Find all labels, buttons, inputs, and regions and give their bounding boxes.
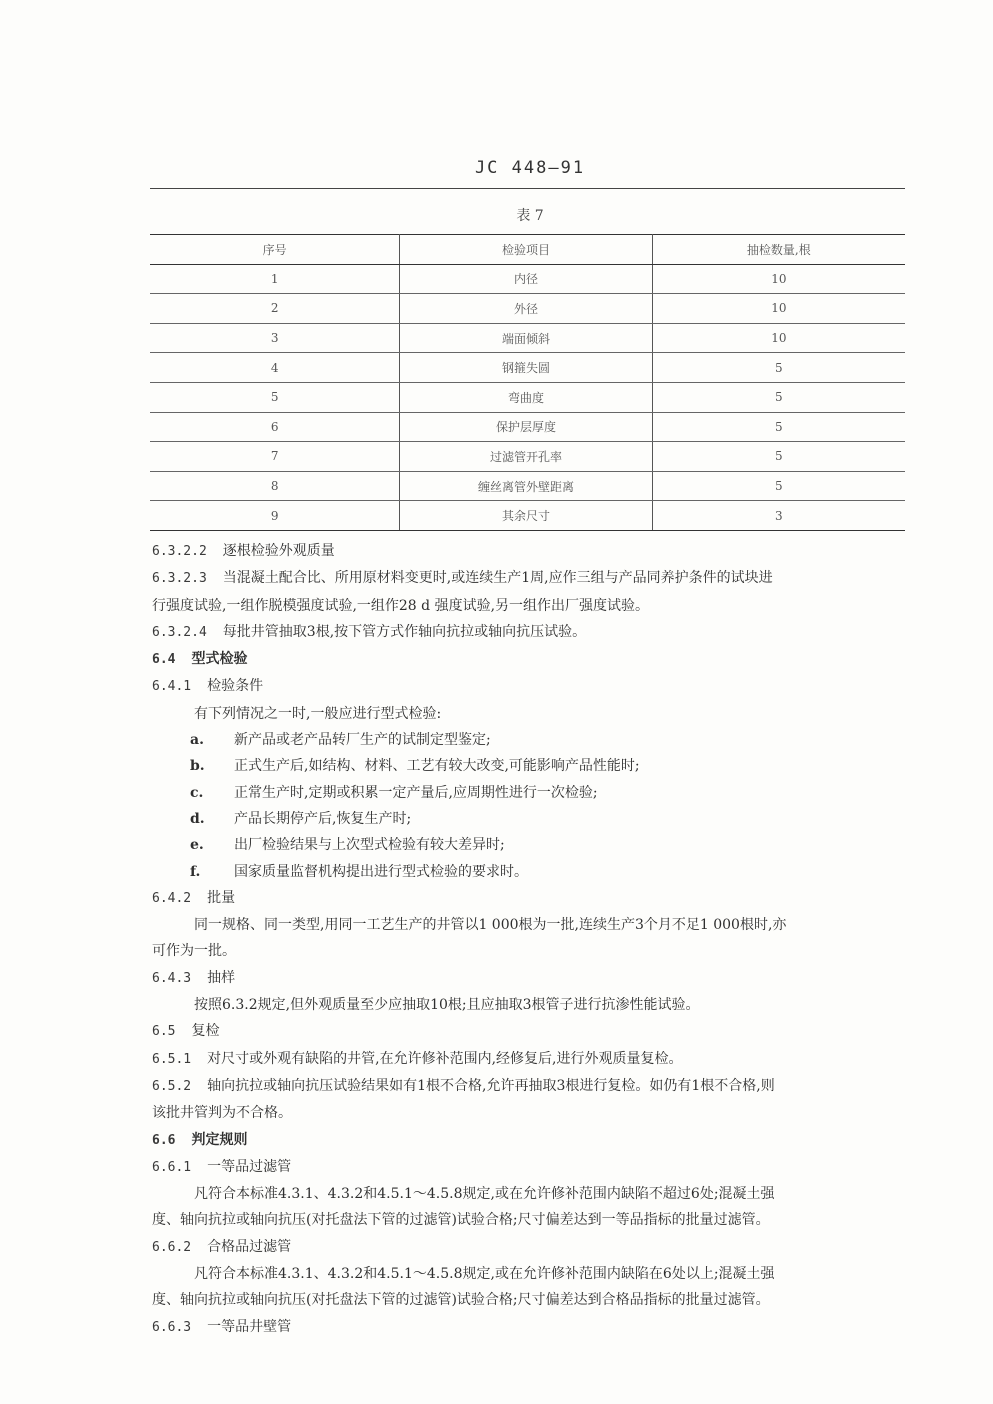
table-header-row (150, 235, 905, 265)
cell-no: 4 (150, 353, 400, 383)
cell-item: 端面倾斜 (400, 323, 652, 353)
cell-no: 9 (150, 501, 400, 531)
list-item: e. 出厂检验结果与上次型式检验有较大差异时; (190, 837, 505, 854)
clause-6-6-2-heading: 6.6.2 合格品过滤管 (152, 1238, 292, 1255)
section-6-6-heading: 6.6 判定规则 (152, 1131, 248, 1148)
clause-6-5-2: 6.5.2 轴向抗拉或轴向抗压试验结果如有1根不合格,允许再抽取3根进行复检。如仍有1根不合格,则 (152, 1077, 775, 1094)
cell-no: 7 (150, 442, 400, 472)
table-caption: 表 7 (516, 208, 544, 224)
clause-6-4-2-text: 同一规格、同一类型,用同一工艺生产的井管以1 000根为一批,连续生产3个月不足1 000根时,亦 (194, 917, 787, 934)
cell-item: 外径 (400, 294, 652, 324)
cell-item: 过滤管开孔率 (400, 442, 652, 472)
clause-6-3-2-3-cont: 行强度试验,一组作脱模强度试验,一组作28 d 强度试验,另一组作出厂强度试验。 (152, 597, 650, 614)
cell-no: 8 (150, 471, 400, 501)
clause-6-4-2-heading: 6.4.2 批量 (152, 889, 236, 906)
clause-6-6-2-text: 凡符合本标准4.3.1、4.3.2和4.5.1～4.5.8规定,或在允许修补范围内缺陷在6处以上;混凝土强 (194, 1266, 775, 1283)
column-header-qty: 抽检数量,根 (652, 235, 905, 265)
clause-6-4-3-heading: 6.4.3 抽样 (152, 969, 236, 986)
cell-qty: 10 (652, 294, 905, 324)
inspection-sampling-table (150, 234, 905, 531)
clause-6-4-1-intro: 有下列情况之一时,一般应进行型式检验: (194, 705, 442, 722)
clause-6-5-1: 6.5.1 对尺寸或外观有缺陷的井管,在允许修补范围内,经修复后,进行外观质量复检。 (152, 1050, 683, 1067)
cell-no: 5 (150, 382, 400, 412)
table-row (150, 323, 905, 353)
cell-qty: 5 (652, 471, 905, 501)
table-row (150, 294, 905, 324)
list-item: c. 正常生产时,定期或积累一定产量后,应周期性进行一次检验; (190, 784, 598, 801)
standard-code: JC 448—91 (474, 158, 586, 178)
section-6-5-heading: 6.5 复检 (152, 1023, 220, 1040)
cell-item: 保护层厚度 (400, 412, 652, 442)
list-item: a. 新产品或老产品转厂生产的试制定型鉴定; (190, 732, 491, 749)
cell-qty: 10 (652, 323, 905, 353)
table-row (150, 264, 905, 294)
cell-no: 6 (150, 412, 400, 442)
cell-item: 其余尺寸 (400, 501, 652, 531)
table-row (150, 501, 905, 531)
column-header-item: 检验项目 (400, 235, 652, 265)
header-rule (150, 188, 905, 189)
clause-6-6-2-text-cont: 度、轴向抗拉或轴向抗压(对托盘法下管的过滤管)试验合格;尺寸偏差达到合格品指标的批量过滤管。 (152, 1292, 770, 1309)
cell-item: 钢箍失圆 (400, 353, 652, 383)
list-item: b. 正式生产后,如结构、材料、工艺有较大改变,可能影响产品性能时; (190, 758, 640, 775)
cell-item: 内径 (400, 264, 652, 294)
cell-no: 3 (150, 323, 400, 353)
body-text (152, 538, 912, 1341)
table-row (150, 353, 905, 383)
list-item: f. 国家质量监督机构提出进行型式检验的要求时。 (190, 863, 528, 880)
table-row (150, 442, 905, 472)
cell-no: 2 (150, 294, 400, 324)
clause-6-3-2-3: 6.3.2.3 当混凝土配合比、所用原材料变更时,或连续生产1周,应作三组与产品同养护条件的试块进 (152, 570, 773, 587)
cell-item: 缠丝离管外壁距离 (400, 471, 652, 501)
cell-qty: 5 (652, 412, 905, 442)
clause-6-6-1-heading: 6.6.1 一等品过滤管 (152, 1158, 292, 1175)
section-6-4-heading: 6.4 型式检验 (152, 651, 248, 668)
cell-item: 弯曲度 (400, 382, 652, 412)
cell-no: 1 (150, 264, 400, 294)
clause-6-6-1-text-cont: 度、轴向抗拉或轴向抗压(对托盘法下管的过滤管)试验合格;尺寸偏差达到一等品指标的批量过滤管。 (152, 1212, 770, 1229)
cell-qty: 3 (652, 501, 905, 531)
clause-6-4-2-text-cont: 可作为一批。 (152, 943, 236, 960)
clause-6-6-1-text: 凡符合本标准4.3.1、4.3.2和4.5.1～4.5.8规定,或在允许修补范围内缺陷不超过6处;混凝土强 (194, 1186, 775, 1203)
clause-6-4-1-heading: 6.4.1 检验条件 (152, 678, 264, 695)
clause-6-3-2-4: 6.3.2.4 每批井管抽取3根,按下管方式作轴向抗拉或轴向抗压试验。 (152, 623, 587, 640)
table-row (150, 471, 905, 501)
table-row (150, 382, 905, 412)
list-item: d. 产品长期停产后,恢复生产时; (190, 810, 412, 827)
clause-6-5-2-cont: 该批井管判为不合格。 (152, 1105, 292, 1122)
clause-6-6-3-heading: 6.6.3 一等品井壁管 (152, 1318, 292, 1335)
clause-6-3-2-2: 6.3.2.2 逐根检验外观质量 (152, 543, 335, 559)
table-row (150, 412, 905, 442)
cell-qty: 5 (652, 353, 905, 383)
column-header-no: 序号 (150, 235, 400, 265)
cell-qty: 10 (652, 264, 905, 294)
cell-qty: 5 (652, 442, 905, 472)
clause-6-4-3-text: 按照6.3.2规定,但外观质量至少应抽取10根;且应抽取3根管子进行抗渗性能试验。 (194, 997, 700, 1014)
cell-qty: 5 (652, 382, 905, 412)
